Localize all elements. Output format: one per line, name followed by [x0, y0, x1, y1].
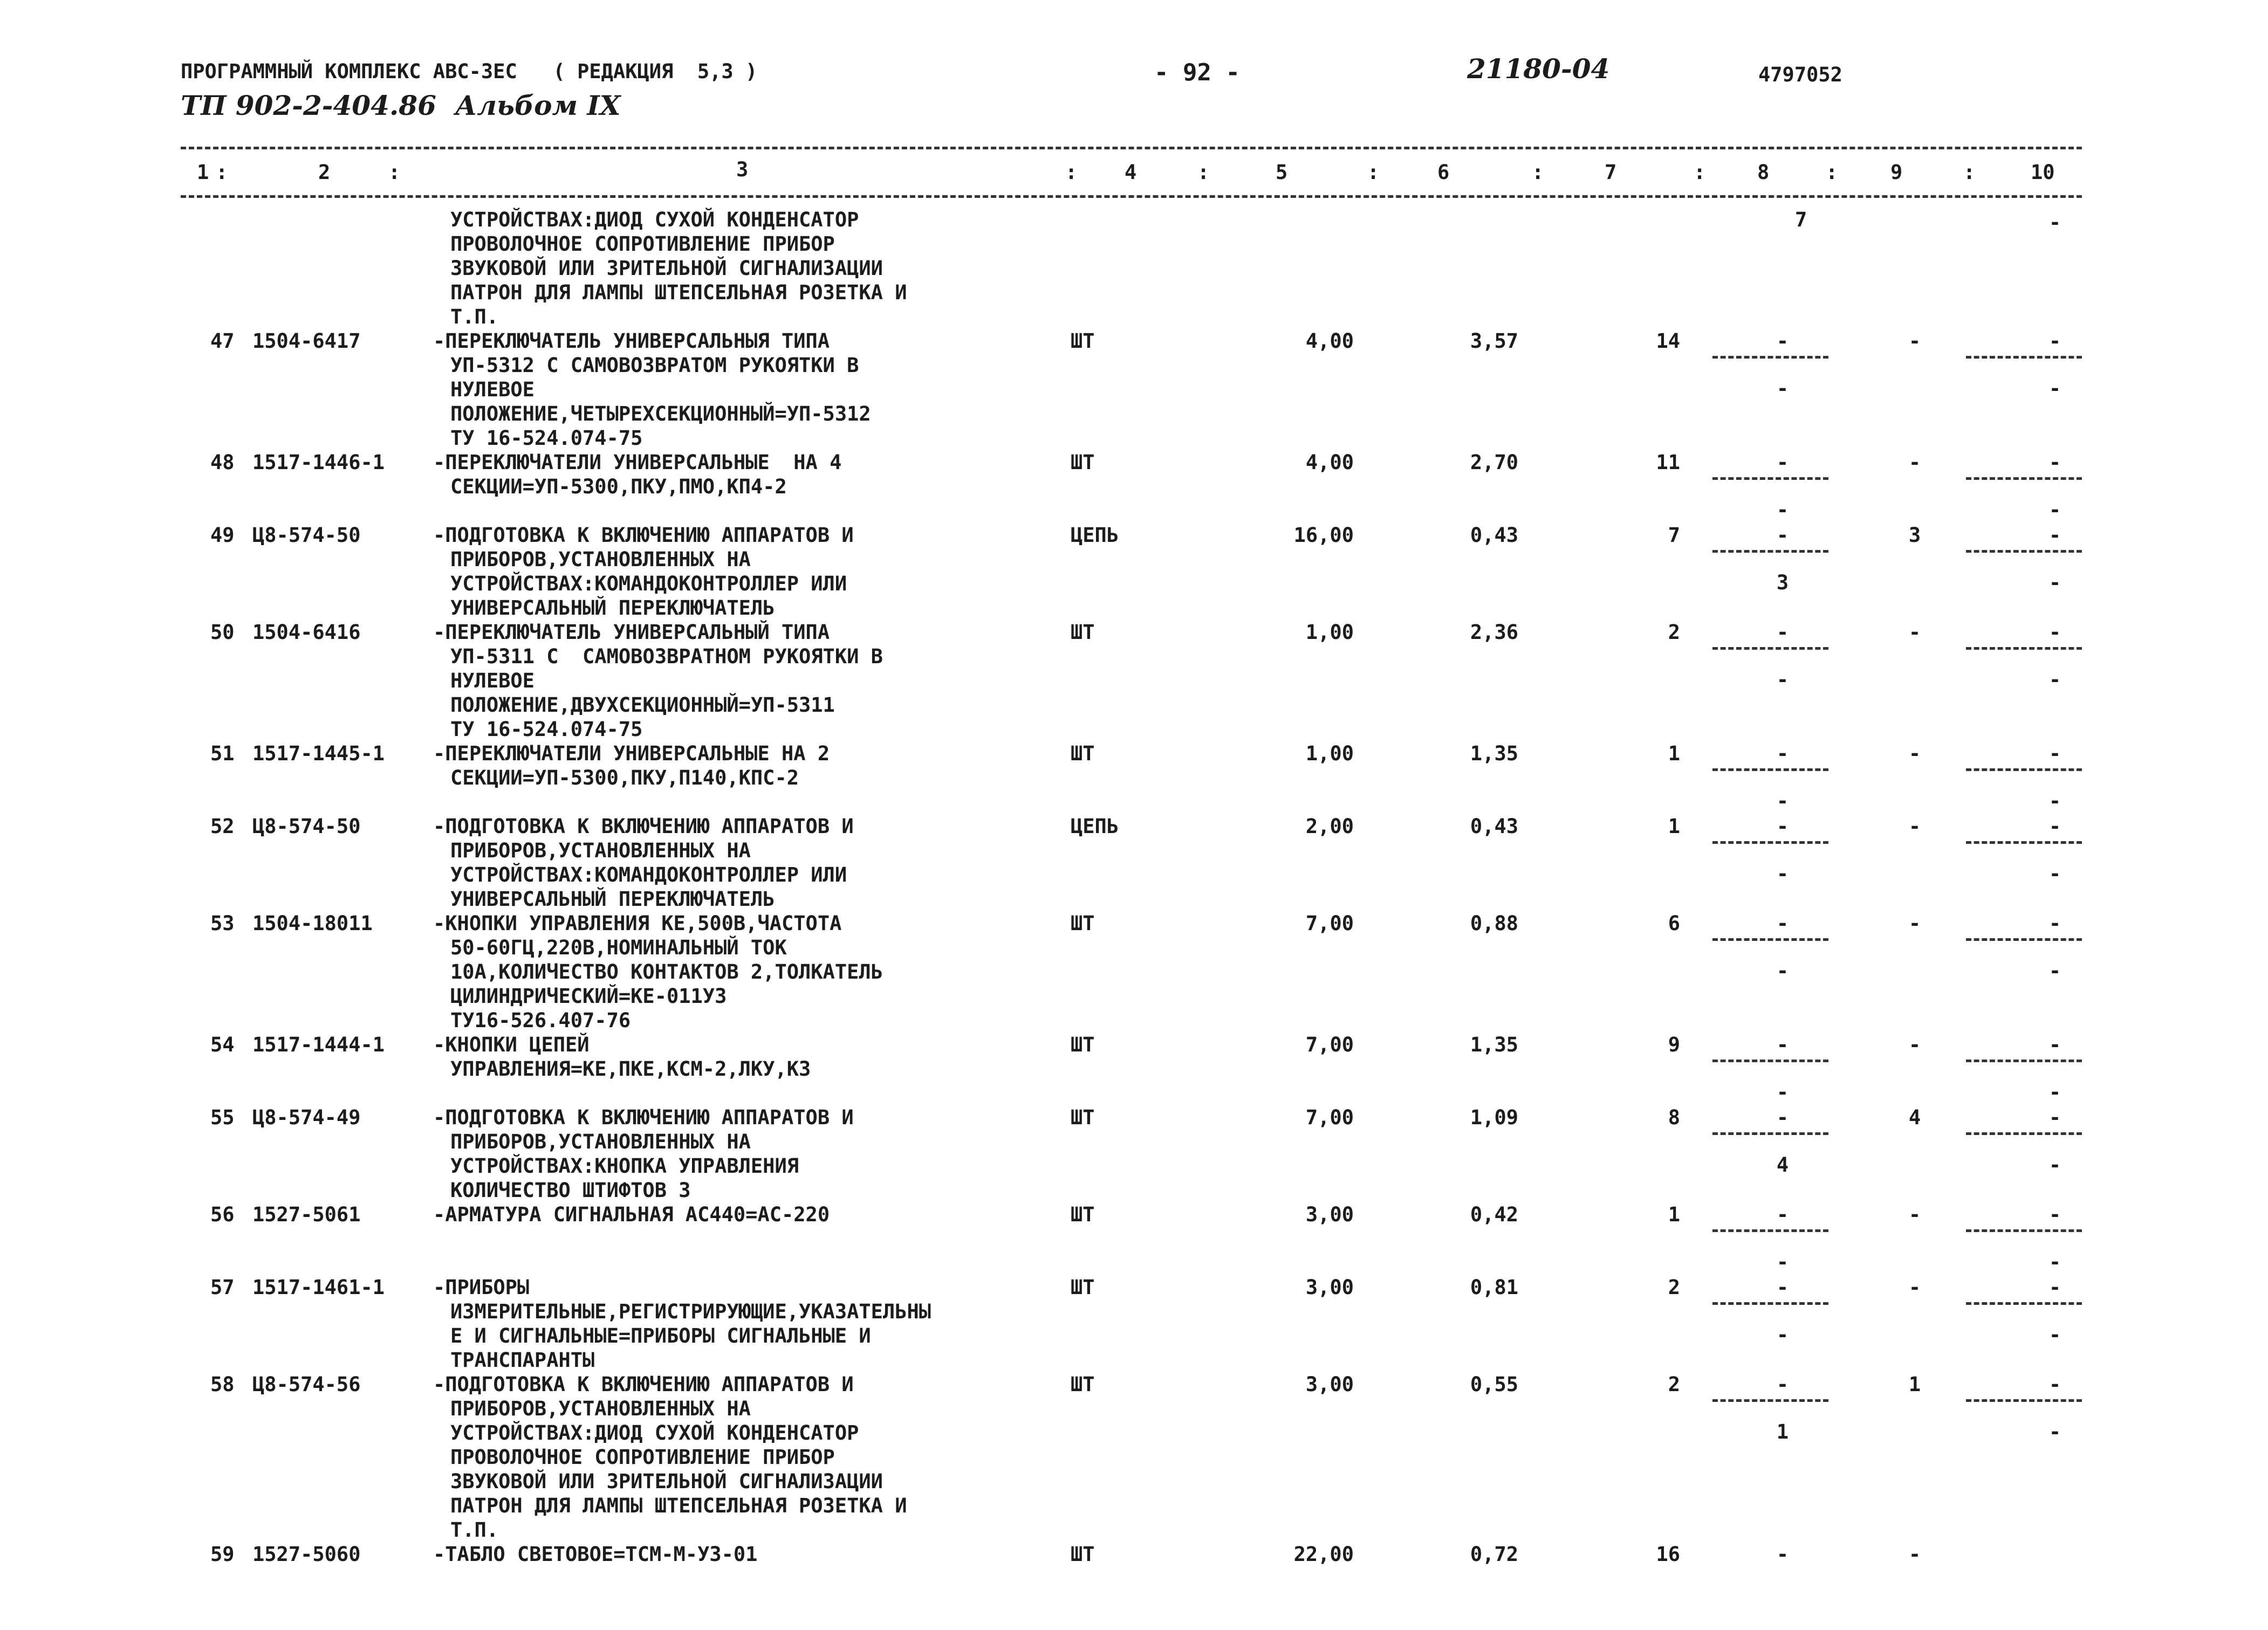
cell-c7: 2 [1668, 621, 1680, 644]
cell-description-line: -КНОПКИ УПРАВЛЕНИЯ КЕ,500В,ЧАСТОТА [433, 912, 842, 935]
c10-fraction-line [1966, 1399, 2082, 1402]
col-header-1: 1 [197, 161, 209, 184]
cell-c10-lower: - [2048, 959, 2061, 982]
cell-c9: 3 [1908, 524, 1921, 547]
c8-fraction-line [1712, 550, 1828, 553]
cell-description-line: УСТРОЙСТВАХ:КНОПКА УПРАВЛЕНИЯ [450, 1154, 799, 1178]
cell-c8-lower: - [1776, 1323, 1789, 1346]
cell-description-line: -ПОДГОТОВКА К ВКЛЮЧЕНИЮ АППАРАТОВ И [433, 1106, 854, 1129]
continuation-line: ПАТРОН ДЛЯ ЛАМПЫ ШТЕПСЕЛЬНАЯ РОЗЕТКА И [450, 281, 907, 304]
cell-c5: 4,00 [1305, 451, 1354, 474]
cell-description-line: ПАТРОН ДЛЯ ЛАМПЫ ШТЕПСЕЛЬНАЯ РОЗЕТКА И [450, 1494, 907, 1517]
cell-description-line: УСТРОЙСТВАХ:КОМАНДОКОНТРОЛЛЕР ИЛИ [450, 572, 847, 595]
cell-c9: 1 [1908, 1373, 1921, 1396]
cell-c10-upper: - [2048, 1033, 2061, 1056]
cell-description-line: ТРАНСПАРАНТЫ [450, 1349, 595, 1372]
cell-c10-upper: - [2048, 329, 2061, 353]
cell-row-number: 55 [210, 1106, 235, 1129]
c8-fraction-line [1712, 647, 1828, 650]
cell-row-number: 52 [210, 815, 235, 838]
cell-row-number: 54 [210, 1033, 235, 1056]
cell-unit: ШТ [1071, 1033, 1095, 1056]
cell-unit: ШТ [1071, 1106, 1095, 1129]
cell-c6: 1,35 [1470, 742, 1518, 765]
cell-c9: - [1908, 912, 1921, 935]
cell-c7: 14 [1656, 329, 1680, 353]
c8-fraction-line [1712, 1399, 1828, 1402]
continuation-line: ПРОВОЛОЧНОЕ СОПРОТИВЛЕНИЕ ПРИБОР [450, 232, 835, 256]
cell-c6: 1,09 [1470, 1106, 1518, 1129]
cell-c5: 1,00 [1305, 742, 1354, 765]
cell-unit: ШТ [1071, 451, 1095, 474]
cell-c5: 22,00 [1293, 1543, 1354, 1566]
cell-description-line: -КНОПКИ ЦЕПЕЙ [433, 1033, 590, 1056]
cell-description-line: Т.П. [450, 1518, 499, 1542]
cell-description-line: УНИВЕРСАЛЬНЫЙ ПЕРЕКЛЮЧАТЕЛЬ [450, 596, 775, 620]
cell-unit: ШТ [1071, 329, 1095, 353]
cell-code: 1517-1446-1 [252, 451, 385, 474]
cell-c8-upper: - [1776, 1543, 1789, 1566]
cell-c10: - [2048, 211, 2061, 234]
cell-code: Ц8-574-49 [252, 1106, 361, 1129]
cell-description-line: ПРИБОРОВ,УСТАНОВЛЕННЫХ НА [450, 548, 751, 571]
cell-description-line: -ПЕРЕКЛЮЧАТЕЛИ УНИВЕРСАЛЬНЫЕ НА 4 [433, 451, 842, 474]
cell-row-number: 50 [210, 621, 235, 644]
col-header-9: 9 [1890, 161, 1903, 184]
cell-c7: 1 [1668, 742, 1680, 765]
cell-c7: 1 [1668, 1203, 1680, 1226]
cell-c5: 3,00 [1305, 1276, 1354, 1299]
cell-description-line: ПОЛОЖЕНИЕ,ЧЕТЫРЕХСЕКЦИОННЫЙ=УП-5312 [450, 402, 871, 425]
cell-c10-upper: - [2048, 1276, 2061, 1299]
cell-c8-upper: - [1776, 621, 1789, 644]
cell-c7: 2 [1668, 1276, 1680, 1299]
col-header-2: 2 [318, 161, 331, 184]
cell-description-line: УСТРОЙСТВАХ:КОМАНДОКОНТРОЛЛЕР ИЛИ [450, 863, 847, 886]
cell-c10-lower: - [2048, 571, 2061, 594]
page-number: - 92 - [1154, 59, 1240, 86]
cell-description-line: ПРИБОРОВ,УСТАНОВЛЕННЫХ НА [450, 1397, 751, 1420]
cell-c9: - [1908, 1203, 1921, 1226]
cell-c10-lower: - [2048, 1250, 2061, 1274]
cell-c8-upper: - [1776, 1203, 1789, 1226]
cell-c5: 7,00 [1305, 912, 1354, 935]
cell-c9: - [1908, 621, 1921, 644]
cell-row-number: 59 [210, 1543, 235, 1566]
cell-description-line: -ПРИБОРЫ [433, 1276, 530, 1299]
cell-row-number: 48 [210, 451, 235, 474]
cell-code: 1504-6416 [252, 621, 361, 644]
cell-c8-lower: - [1776, 862, 1789, 885]
c10-fraction-line [1966, 1229, 2082, 1232]
cell-description-line: -ПЕРЕКЛЮЧАТЕЛИ УНИВЕРСАЛЬНЫЕ НА 2 [433, 742, 830, 765]
cell-row-number: 56 [210, 1203, 235, 1226]
cell-c9: - [1908, 742, 1921, 765]
cell-c6: 0,43 [1470, 815, 1518, 838]
cell-unit: ШТ [1071, 1373, 1095, 1396]
cell-row-number: 58 [210, 1373, 235, 1396]
cell-c10-lower: - [2048, 1153, 2061, 1177]
cell-c10-upper: - [2048, 815, 2061, 838]
cell-row-number: 47 [210, 329, 235, 353]
cell-c10-lower: - [2048, 789, 2061, 813]
c8-fraction-line [1712, 768, 1828, 771]
cell-code: 1527-5061 [252, 1203, 361, 1226]
cell-code: 1504-18011 [252, 912, 373, 935]
cell-unit: ШТ [1071, 742, 1095, 765]
c10-fraction-line [1966, 647, 2082, 650]
cell-description-line: -ТАБЛО СВЕТОВОЕ=ТСМ-М-У3-01 [433, 1543, 758, 1566]
cell-description-line: 50-60ГЦ,220В,НОМИНАЛЬНЫЙ ТОК [450, 936, 787, 959]
cell-description-line: ТУ 16-524.074-75 [450, 718, 643, 741]
cell-description-line: ПРИБОРОВ,УСТАНОВЛЕННЫХ НА [450, 839, 751, 862]
cell-c5: 16,00 [1293, 524, 1354, 547]
c8-fraction-line [1712, 1060, 1828, 1062]
cell-c8-upper: - [1776, 815, 1789, 838]
cell-c8-lower: - [1776, 668, 1789, 691]
cell-c10-upper: - [2048, 912, 2061, 935]
cell-c10-upper: - [2048, 742, 2061, 765]
cell-description-line: УСТРОЙСТВАХ:ДИОД СУХОЙ КОНДЕНСАТОР [450, 1421, 859, 1445]
cell-c8-upper: - [1776, 912, 1789, 935]
c10-fraction-line [1966, 1060, 2082, 1062]
document-code: 21180-04 [1467, 53, 1610, 85]
col-header-7: 7 [1605, 161, 1617, 184]
cell-c9: - [1908, 329, 1921, 353]
cell-c8-upper: - [1776, 524, 1789, 547]
cell-description-line: -ПОДГОТОВКА К ВКЛЮЧЕНИЮ АППАРАТОВ И [433, 815, 854, 838]
cell-c6: 0,55 [1470, 1373, 1518, 1396]
col-header-6: 6 [1437, 161, 1450, 184]
cell-c8-upper: - [1776, 329, 1789, 353]
cell-code: 1517-1445-1 [252, 742, 385, 765]
cell-c7: 6 [1668, 912, 1680, 935]
cell-c7: 2 [1668, 1373, 1680, 1396]
continuation-line: Т.П. [450, 305, 499, 328]
cell-c9: 4 [1908, 1106, 1921, 1129]
cell-c6: 0,72 [1470, 1543, 1518, 1566]
cell-code: Ц8-574-56 [252, 1373, 361, 1396]
cell-description-line: КОЛИЧЕСТВО ШТИФТОВ 3 [450, 1179, 691, 1202]
cell-c8-lower: 1 [1776, 1420, 1789, 1443]
cell-c6: 1,35 [1470, 1033, 1518, 1056]
cell-c8-upper: - [1776, 1276, 1789, 1299]
cell-c5: 2,00 [1305, 815, 1354, 838]
cell-description-line: ТУ16-526.407-76 [450, 1009, 631, 1032]
cell-row-number: 57 [210, 1276, 235, 1299]
col-header-5: 5 [1276, 161, 1288, 184]
cell-c9: - [1908, 1033, 1921, 1056]
c8-fraction-line [1712, 356, 1828, 359]
cell-description-line: -ПЕРЕКЛЮЧАТЕЛЬ УНИВЕРСАЛЬНЫЯ ТИПА [433, 329, 830, 353]
cell-c10-upper: - [2048, 1373, 2061, 1396]
cell-c9: - [1908, 1276, 1921, 1299]
cell-c10-upper: - [2048, 1106, 2061, 1129]
cell-c8-lower: - [1776, 498, 1789, 521]
cell-description-line: -АРМАТУРА СИГНАЛЬНАЯ АС440=АС-220 [433, 1203, 830, 1226]
cell-description-line: Е И СИГНАЛЬНЫЕ=ПРИБОРЫ СИГНАЛЬНЫЕ И [450, 1324, 871, 1347]
cell-c10-lower: - [2048, 377, 2061, 400]
cell-c10-lower: - [2048, 1420, 2061, 1443]
cell-c6: 0,42 [1470, 1203, 1518, 1226]
cell-c7: 11 [1656, 451, 1680, 474]
cell-c8-lower: 4 [1776, 1153, 1789, 1177]
cell-c10-upper: - [2048, 524, 2061, 547]
cell-c8-lower: - [1776, 377, 1789, 400]
cell-c6: 2,36 [1470, 621, 1518, 644]
cell-code: 1517-1461-1 [252, 1276, 385, 1299]
cell-c8-upper: - [1776, 451, 1789, 474]
cell-description-line: УПРАВЛЕНИЯ=КЕ,ПКЕ,КСМ-2,ЛКУ,КЗ [450, 1057, 811, 1081]
cell-c9: - [1908, 815, 1921, 838]
cell-c10-upper: - [2048, 451, 2061, 474]
c8-fraction-line [1712, 1302, 1828, 1305]
cell-c8-upper: - [1776, 742, 1789, 765]
cell-c6: 0,88 [1470, 912, 1518, 935]
cell-unit: ЦЕПЬ [1071, 524, 1119, 547]
handwritten-project-reference: ТП 902-2-404.86 Альбом IX [181, 90, 621, 121]
c10-fraction-line [1966, 477, 2082, 480]
cell-unit: ЦЕПЬ [1071, 815, 1119, 838]
cell-unit: ШТ [1071, 1543, 1095, 1566]
col-header-3: 3 [736, 158, 749, 181]
cell-description-line: ПОЛОЖЕНИЕ,ДВУХСЕКЦИОННЫЙ=УП-5311 [450, 693, 835, 717]
cell-c8: 7 [1795, 208, 1807, 231]
cell-unit: ШТ [1071, 912, 1095, 935]
cell-c10-lower: - [2048, 862, 2061, 885]
header-rule-bottom [181, 195, 2082, 198]
cell-row-number: 53 [210, 912, 235, 935]
cell-c8-lower: - [1776, 959, 1789, 982]
cell-c10-lower: - [2048, 668, 2061, 691]
cell-code: 1517-1444-1 [252, 1033, 385, 1056]
cell-c6: 0,81 [1470, 1276, 1518, 1299]
cell-c9: - [1908, 1543, 1921, 1566]
col-header-4: 4 [1125, 161, 1137, 184]
cell-description-line: УНИВЕРСАЛЬНЫЙ ПЕРЕКЛЮЧАТЕЛЬ [450, 888, 775, 911]
c10-fraction-line [1966, 938, 2082, 941]
cell-c7: 9 [1668, 1033, 1680, 1056]
cell-unit: ШТ [1071, 1203, 1095, 1226]
cell-c7: 8 [1668, 1106, 1680, 1129]
c8-fraction-line [1712, 1132, 1828, 1135]
cell-code: Ц8-574-50 [252, 524, 361, 547]
cell-row-number: 49 [210, 524, 235, 547]
cell-description-line: -ПОДГОТОВКА К ВКЛЮЧЕНИЮ АППАРАТОВ И [433, 524, 854, 547]
cell-c5: 3,00 [1305, 1203, 1354, 1226]
cell-c5: 4,00 [1305, 329, 1354, 353]
cell-description-line: УП-5312 С САМОВОЗВРАТОМ РУКОЯТКИ В [450, 354, 859, 377]
cell-c6: 0,43 [1470, 524, 1518, 547]
c8-fraction-line [1712, 938, 1828, 941]
program-title: ПРОГРАММНЫЙ КОМПЛЕКС АВС-3ЕС ( РЕДАКЦИЯ 5,3 ) [181, 60, 758, 83]
c10-fraction-line [1966, 1302, 2082, 1305]
cell-c6: 2,70 [1470, 451, 1518, 474]
cell-c5: 7,00 [1305, 1033, 1354, 1056]
cell-description-line: ПРИБОРОВ,УСТАНОВЛЕННЫХ НА [450, 1130, 751, 1153]
cell-c10-lower: - [2048, 1081, 2061, 1104]
cell-code: 1504-6417 [252, 329, 361, 353]
cell-c5: 7,00 [1305, 1106, 1354, 1129]
col-header-10: 10 [2031, 161, 2055, 184]
cell-c7: 16 [1656, 1543, 1680, 1566]
c8-fraction-line [1712, 1229, 1828, 1232]
cell-c10-lower: - [2048, 498, 2061, 521]
cell-description-line: 10А,КОЛИЧЕСТВО КОНТАКТОВ 2,ТОЛКАТЕЛЬ [450, 960, 883, 983]
col-header-8: 8 [1757, 161, 1770, 184]
c8-fraction-line [1712, 841, 1828, 844]
cell-c8-lower: - [1776, 789, 1789, 813]
continuation-line: ЗВУКОВОЙ ИЛИ ЗРИТЕЛЬНОЙ СИГНАЛИЗАЦИИ [450, 257, 883, 280]
cell-c8-lower: - [1776, 1081, 1789, 1104]
c10-fraction-line [1966, 1132, 2082, 1135]
cell-unit: ШТ [1071, 621, 1095, 644]
c10-fraction-line [1966, 768, 2082, 771]
cell-description-line: ТУ 16-524.074-75 [450, 427, 643, 450]
cell-description-line: СЕКЦИИ=УП-5300,ПКУ,ПМО,КП4-2 [450, 475, 787, 498]
cell-description-line: ЗВУКОВОЙ ИЛИ ЗРИТЕЛЬНОЙ СИГНАЛИЗАЦИИ [450, 1470, 883, 1493]
cell-c6: 3,57 [1470, 329, 1518, 353]
cell-c8-upper: - [1776, 1033, 1789, 1056]
cell-row-number: 51 [210, 742, 235, 765]
cell-description-line: НУЛЕВОЕ [450, 669, 535, 692]
cell-description-line: СЕКЦИИ=УП-5300,ПКУ,П140,КПС-2 [450, 766, 799, 789]
cell-c5: 1,00 [1305, 621, 1354, 644]
c10-fraction-line [1966, 550, 2082, 553]
cell-description-line: ИЗМЕРИТЕЛЬНЫЕ,РЕГИСТРИРУЮЩИЕ,УКАЗАТЕЛЬНЫ [450, 1300, 931, 1323]
cell-c10-upper: - [2048, 1203, 2061, 1226]
cell-c10-lower: - [2048, 1323, 2061, 1346]
cell-c8-upper: - [1776, 1373, 1789, 1396]
cell-c10-upper: - [2048, 621, 2061, 644]
cell-code: 1527-5060 [252, 1543, 361, 1566]
cell-description-line: -ПОДГОТОВКА К ВКЛЮЧЕНИЮ АППАРАТОВ И [433, 1373, 854, 1396]
cell-description-line: -ПЕРЕКЛЮЧАТЕЛЬ УНИВЕРСАЛЬНЫЙ ТИПА [433, 621, 830, 644]
cell-c8-lower: 3 [1776, 571, 1789, 594]
cell-c5: 3,00 [1305, 1373, 1354, 1396]
cell-c8-lower: - [1776, 1250, 1789, 1274]
header-rule-top [181, 147, 2082, 149]
cell-c7: 1 [1668, 815, 1680, 838]
cell-code: Ц8-574-50 [252, 815, 361, 838]
cell-description-line: ПРОВОЛОЧНОЕ СОПРОТИВЛЕНИЕ ПРИБОР [450, 1446, 835, 1469]
c10-fraction-line [1966, 356, 2082, 359]
cell-c9: - [1908, 451, 1921, 474]
cell-unit: ШТ [1071, 1276, 1095, 1299]
cell-description-line: ЦИЛИНДРИЧЕСКИЙ=КЕ-011У3 [450, 985, 727, 1008]
cell-c8-upper: - [1776, 1106, 1789, 1129]
cell-description-line: НУЛЕВОЕ [450, 378, 535, 401]
c10-fraction-line [1966, 841, 2082, 844]
c8-fraction-line [1712, 477, 1828, 480]
cell-description-line: УП-5311 С САМОВОЗВРАТНОМ РУКОЯТКИ В [450, 645, 883, 668]
serial-number: 4797052 [1758, 63, 1842, 86]
continuation-line: УСТРОЙСТВАХ:ДИОД СУХОЙ КОНДЕНСАТОР [450, 208, 859, 231]
cell-c7: 7 [1668, 524, 1680, 547]
